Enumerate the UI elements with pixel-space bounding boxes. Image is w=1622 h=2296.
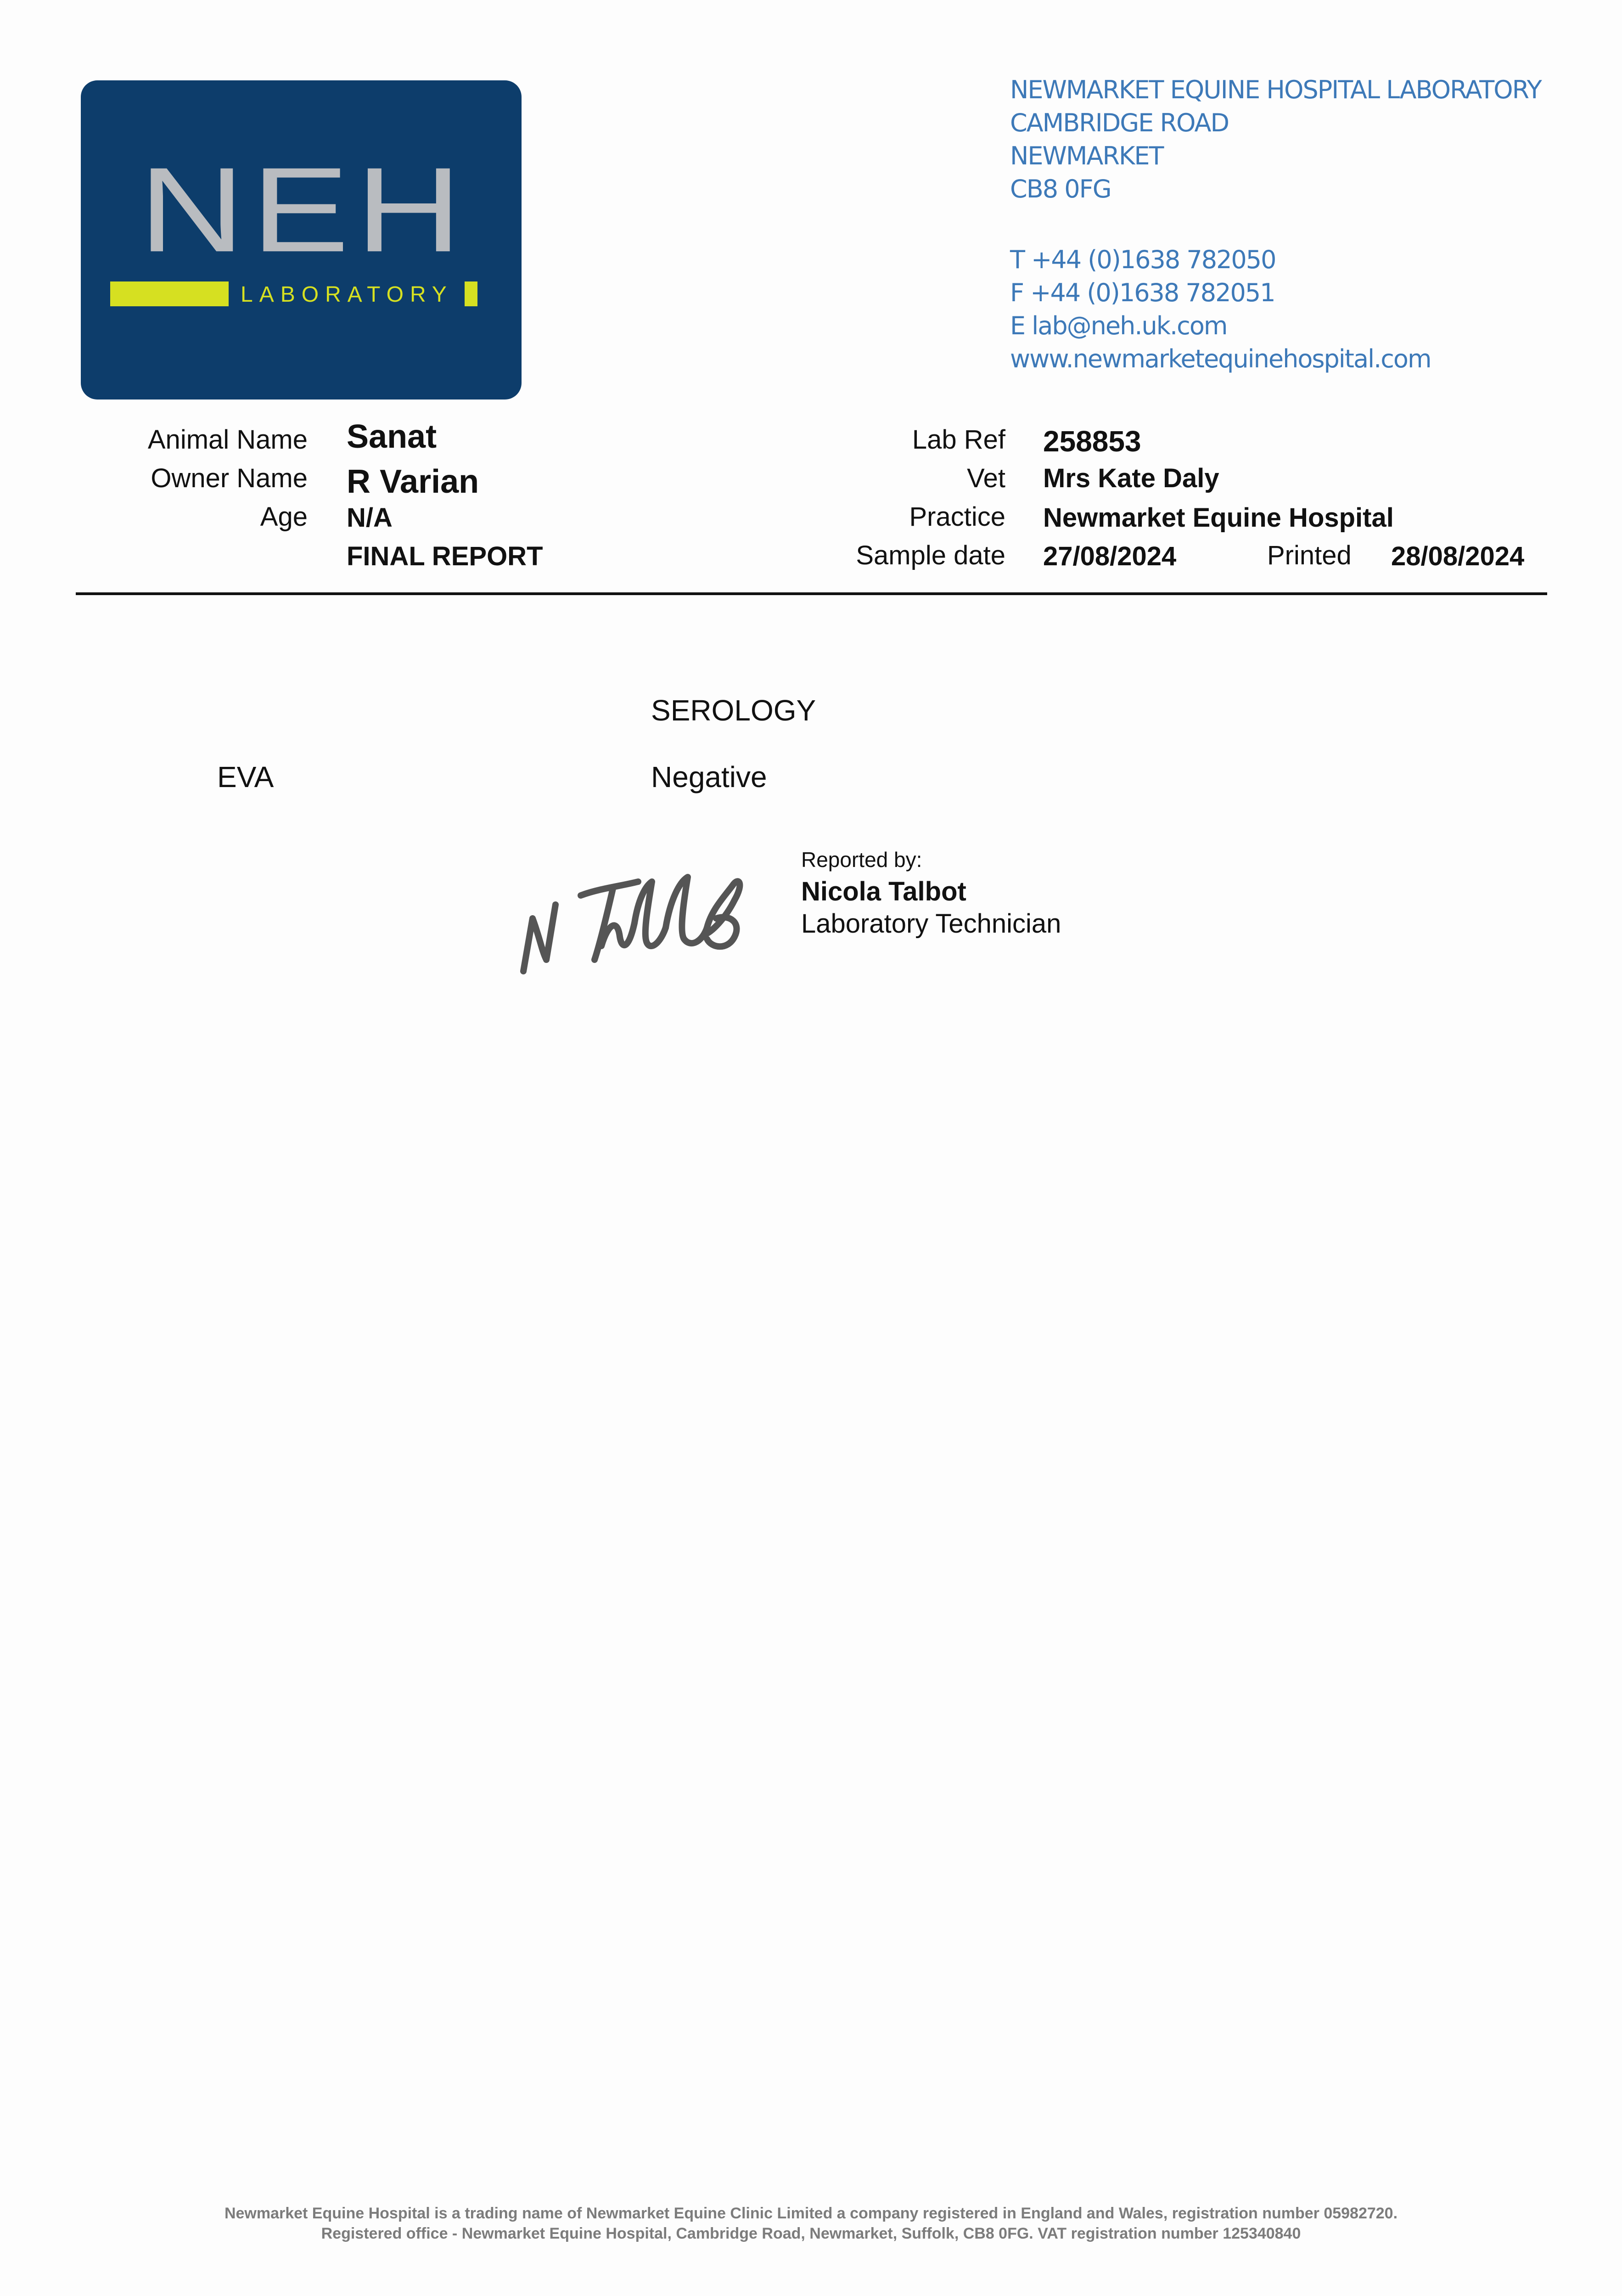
website-line: www.newmarketequinehospital.com bbox=[1010, 344, 1431, 373]
logo-letters: NEH bbox=[139, 142, 468, 277]
address-line: CB8 0FG bbox=[1010, 174, 1111, 203]
footer-line: Newmarket Equine Hospital is a trading name of Newmarket Equine Clinic Limited a company registered in England and Wales, registration number 05982720. bbox=[224, 2205, 1398, 2222]
vet-value: Mrs Kate Daly bbox=[1043, 463, 1219, 493]
footer-line: Registered office - Newmarket Equine Hospital, Cambridge Road, Newmarket, Suffolk, CB8 0FG. VAT registration number 125340840 bbox=[321, 2225, 1301, 2242]
owner-name-value: R Varian bbox=[347, 463, 479, 500]
practice-value: Newmarket Equine Hospital bbox=[1043, 503, 1394, 533]
owner-name-label: Owner Name bbox=[151, 463, 308, 493]
test-result: Negative bbox=[651, 760, 767, 793]
header-divider bbox=[76, 592, 1547, 595]
animal-name-label: Animal Name bbox=[147, 425, 308, 455]
test-name: EVA bbox=[217, 760, 274, 793]
fax-line: F +44 (0)1638 782051 bbox=[1010, 278, 1275, 307]
signature bbox=[514, 845, 753, 978]
address-line: NEWMARKET bbox=[1010, 141, 1163, 170]
handwritten-signature-graphic bbox=[514, 845, 753, 978]
section-heading: SEROLOGY bbox=[651, 694, 816, 727]
animal-name-value: Sanat bbox=[347, 418, 437, 455]
lab-ref-label: Lab Ref bbox=[912, 425, 1005, 455]
laboratory-logo bbox=[81, 80, 522, 400]
age-label: Age bbox=[260, 502, 308, 532]
logo-wordmark: LABORATORY bbox=[241, 282, 453, 307]
email-line: E lab@neh.uk.com bbox=[1010, 311, 1227, 340]
vet-label: Vet bbox=[967, 463, 1005, 493]
address-line: NEWMARKET EQUINE HOSPITAL LABORATORY bbox=[1010, 75, 1541, 104]
sample-date-label: Sample date bbox=[856, 540, 1005, 570]
practice-label: Practice bbox=[909, 502, 1005, 532]
reporter-role: Laboratory Technician bbox=[801, 909, 1061, 939]
lab-ref-value: 258853 bbox=[1043, 425, 1141, 458]
company-footer bbox=[0, 2203, 1622, 2244]
age-value: N/A bbox=[347, 503, 393, 533]
report-status: FINAL REPORT bbox=[347, 541, 543, 571]
logo-accent-bar bbox=[110, 281, 229, 306]
phone-line: T +44 (0)1638 782050 bbox=[1010, 245, 1276, 274]
sample-date-value: 27/08/2024 bbox=[1043, 541, 1177, 571]
reporter-name: Nicola Talbot bbox=[801, 877, 966, 906]
reported-by-label: Reported by: bbox=[801, 848, 922, 872]
address-line: CAMBRIDGE ROAD bbox=[1010, 108, 1229, 137]
printed-date-value: 28/08/2024 bbox=[1391, 541, 1525, 571]
printed-label: Printed bbox=[1267, 540, 1352, 570]
logo-accent-bar-end bbox=[465, 281, 477, 306]
